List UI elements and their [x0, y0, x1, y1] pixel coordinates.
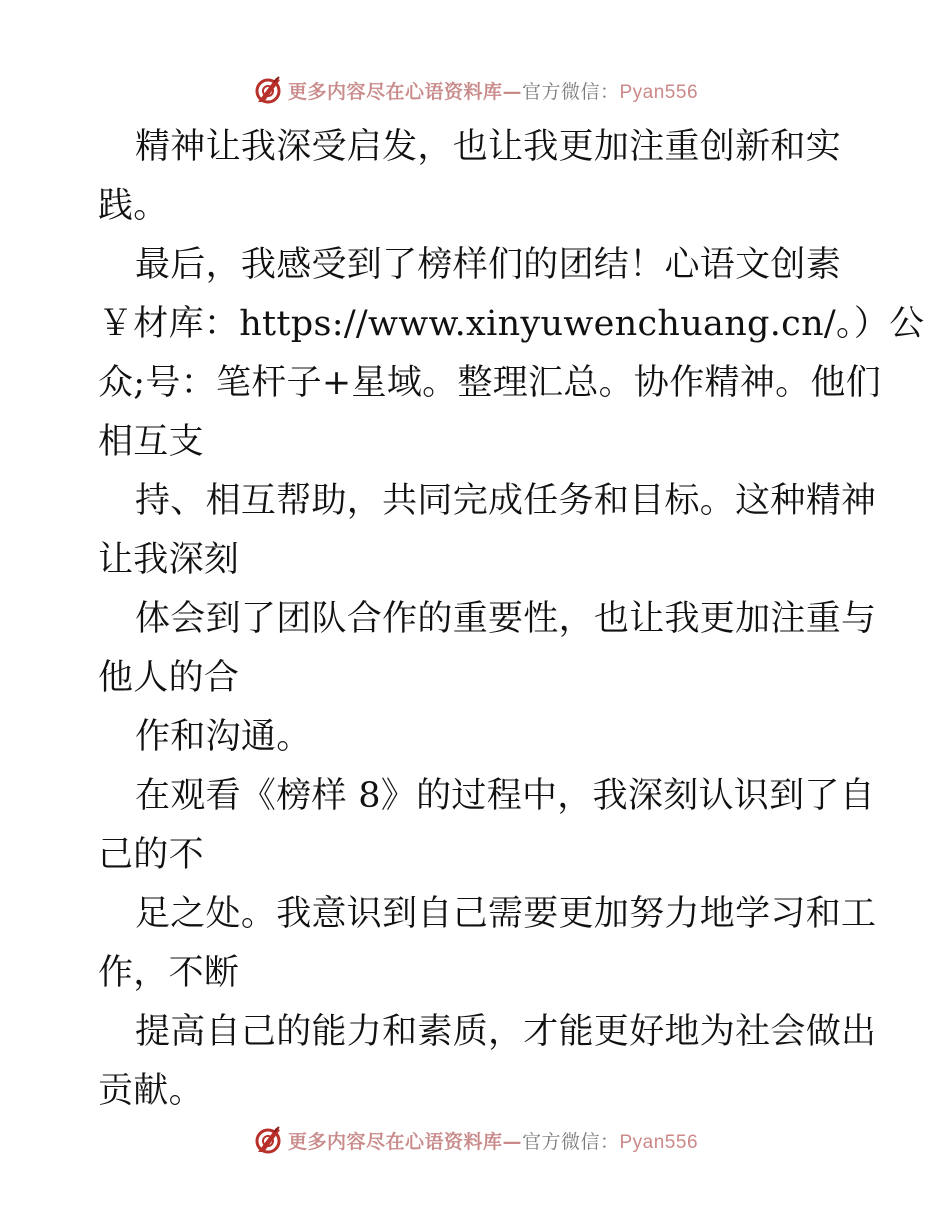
body-line: 作和沟通。 — [135, 717, 312, 757]
body-line: 最后，我感受到了榜样们的团结！心语文创素 — [135, 245, 842, 285]
header-separator: — — [502, 80, 522, 103]
footer-account: Pyan556 — [619, 1131, 699, 1153]
header-site-text: 更多内容尽在心语资料库 — [287, 80, 503, 103]
body-line-url — [98, 295, 925, 354]
body-line: 践。 — [98, 186, 169, 226]
footer-separator: — — [502, 1130, 522, 1153]
body-line: 精神让我深受启发，也让我更加注重创新和实 — [135, 127, 842, 167]
body-line: 众;号：笔杆子+星域。整理汇总。协作精神。他们 — [98, 363, 882, 403]
header-banner — [0, 70, 950, 110]
header-account: Pyan556 — [619, 81, 699, 103]
header-wechat-label: 官方微信： — [521, 80, 620, 103]
body-line: 体会到了团队合作的重要性，也让我更加注重与 — [135, 599, 877, 639]
quill-logo-icon — [252, 1124, 284, 1156]
document-body — [98, 118, 925, 1121]
footer-site-text: 更多内容尽在心语资料库 — [287, 1130, 503, 1153]
body-line: 作，不断 — [98, 953, 240, 993]
body-line-url-text: ￥材库：https://www.xinyuwenchuang.cn/。）公 — [98, 304, 925, 344]
body-line: 相互支 — [98, 422, 204, 462]
footer-text — [288, 1127, 698, 1154]
body-line: 提高自己的能力和素质，才能更好地为社会做出 — [135, 1012, 877, 1052]
body-line: 足之处。我意识到自己需要更加努力地学习和工 — [135, 894, 877, 934]
footer-banner — [0, 1120, 950, 1160]
body-line: 他人的合 — [98, 658, 240, 698]
body-line: 持、相互帮助，共同完成任务和目标。这种精神 — [135, 481, 877, 521]
footer-wechat-label: 官方微信： — [521, 1130, 620, 1153]
quill-logo-icon — [252, 74, 284, 106]
body-line: 贡献。 — [98, 1071, 204, 1111]
header-text — [288, 77, 698, 104]
body-line: 让我深刻 — [98, 540, 240, 580]
body-line: 在观看《榜样 8》的过程中，我深刻认识到了自 — [135, 776, 875, 816]
body-line: 己的不 — [98, 835, 204, 875]
